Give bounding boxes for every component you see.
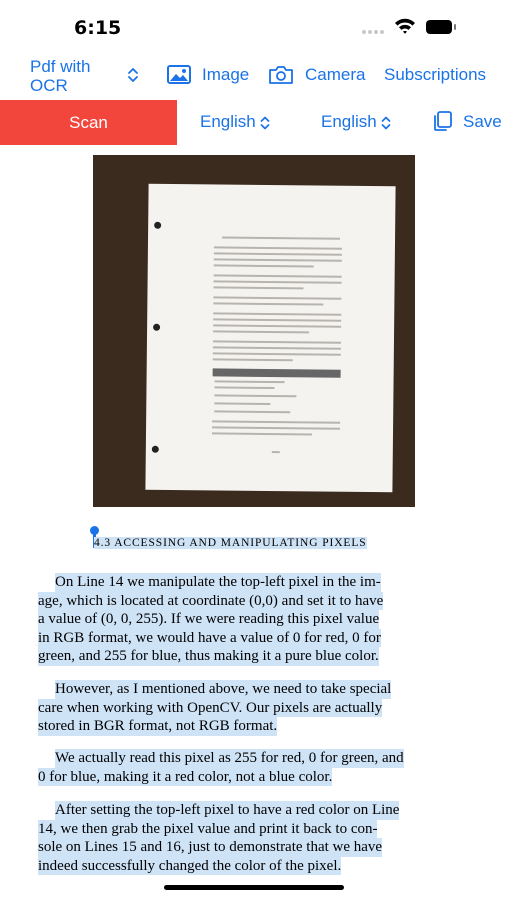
home-indicator[interactable] (164, 885, 344, 890)
status-bar (0, 0, 507, 50)
ocr-paragraph-2: However, as I mentioned above, we need to take special care when working with OpenCV. Our pixels are actually stored in BGR format, not RGB format. (38, 681, 392, 734)
ocr-paragraph-3: We actually read this pixel as 255 for red, 0 for green, and 0 for blue, making it a red color, not a blue color. (38, 750, 404, 785)
save-button-label: Save (463, 112, 502, 131)
camera-icon (268, 65, 294, 85)
top-toolbar (0, 52, 507, 98)
camera-button[interactable] (268, 63, 378, 87)
action-bar (0, 100, 507, 145)
chevron-updown-icon (127, 67, 139, 83)
ocr-heading: 4.3 ACCESSING AND MANIPULATING PIXELS (94, 537, 367, 549)
cellular-signal-icon (362, 30, 388, 34)
paper-page (145, 184, 395, 493)
scanned-document-image (93, 155, 415, 507)
status-time: 6:15 (74, 17, 122, 39)
wifi-icon (394, 18, 416, 34)
image-button[interactable] (167, 63, 259, 87)
chevron-updown-icon (381, 116, 391, 130)
output-format-label: Pdf with OCR (30, 57, 91, 95)
chevron-updown-icon (260, 116, 270, 130)
source-language-label: English (200, 112, 256, 131)
battery-icon (426, 20, 456, 34)
source-language-select[interactable] (200, 110, 270, 134)
target-language-select[interactable] (321, 110, 391, 134)
target-language-label: English (321, 112, 377, 131)
copy-icon (431, 110, 453, 132)
ocr-text-view[interactable] (0, 525, 507, 874)
camera-button-label: Camera (305, 65, 366, 84)
ocr-paragraph-1: On Line 14 we manipulate the top-left pixel in the im- age, which is located at coordinate (0,0) and set it to have a value of (0, 0, 255). If we were reading this pixel value in RGB format, we would have a value of 0 for red, 0 for green, and 255 for blue, thus making it a pure blue color. (38, 574, 384, 664)
subscriptions-button[interactable]: Subscriptions (384, 65, 487, 84)
photo-icon (167, 65, 191, 84)
save-button[interactable] (431, 110, 503, 134)
ocr-paragraph-4: After setting the top-left pixel to have a red color on Line 14, we then grab the pixel value and print it back to con- sole on Lines 15 and 16, just to demonstrate that we have indeed successfully changed the color of the pixel. (38, 802, 400, 874)
output-format-select[interactable] (30, 54, 140, 96)
scan-button[interactable]: Scan (0, 100, 177, 145)
image-button-label: Image (202, 65, 250, 84)
